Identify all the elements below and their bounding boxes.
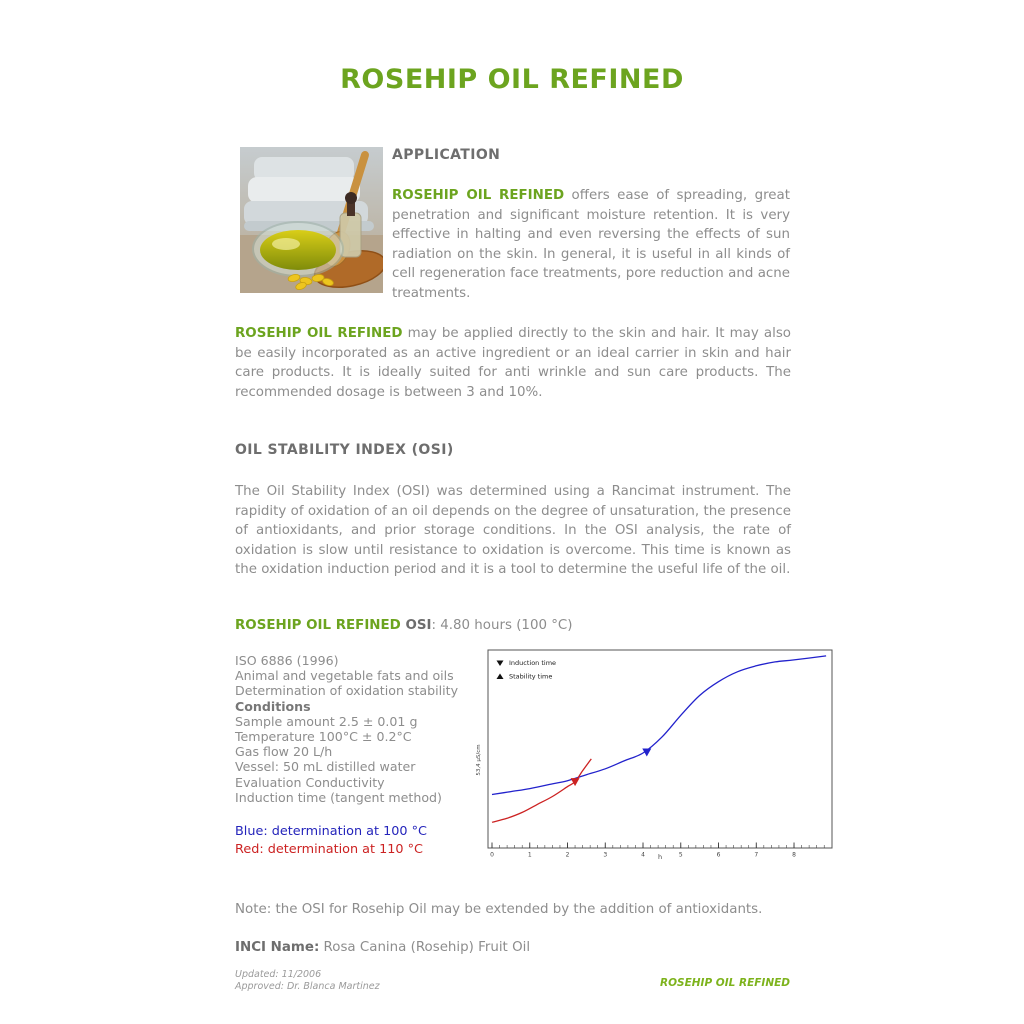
tick-label: 6 — [716, 851, 721, 859]
tick-label: 8 — [792, 851, 796, 859]
red-determination-note: Red: determination at 110 °C — [235, 842, 423, 857]
osi-result-value: : 4.80 hours (100 °C) — [431, 618, 573, 633]
osi-result-line — [235, 618, 573, 633]
tick-label: 0 — [490, 851, 494, 859]
chart-xlabel: h — [657, 853, 663, 861]
text-line: Temperature 100°C ± 0.2°C — [235, 729, 412, 745]
tick-label: 4 — [641, 851, 645, 859]
text-line: Determination of oxidation stability — [235, 683, 459, 699]
text-line: Induction time (tangent method) — [235, 789, 442, 805]
footer-updated: Updated: 11/2006 — [235, 969, 322, 980]
application-lead: ROSEHIP OIL REFINED — [392, 188, 565, 203]
oil-bowl — [253, 222, 343, 276]
inci-line — [235, 940, 530, 955]
application-paragraph — [392, 186, 790, 304]
osi-paragraph: The Oil Stability Index (OSI) was determined using a Rancimat instrument. The rapidity of oxidation of an oil depends on the degree of unsaturation, the presence of antioxidants, and prior storage conditions. In the OSI analysis, the rate of oxidation is slow until resistance to oxidation is overcome. This time is known as the oxidation induction period and it is a tool to determine the useful life of the oil. — [235, 484, 791, 578]
application-body: offers ease of spreading, great penetration and significant moisture retention. It is very effective in halting and even reversing the effects of sun radiation on the skin. In general, it is useful in all kinds of cell regeneration face treatments, pore reduction and acne treatments. — [392, 188, 790, 301]
osi-result-label: OSI — [400, 618, 432, 633]
conditions-heading: Conditions — [235, 698, 311, 714]
blue-determination-note: Blue: determination at 100 °C — [235, 824, 427, 839]
text-line: Gas flow 20 L/h — [235, 744, 333, 760]
tick-label: 5 — [678, 851, 683, 859]
osi-chart — [472, 646, 836, 862]
method-lines — [235, 653, 458, 699]
product-photo — [240, 147, 383, 293]
tick-label: 7 — [754, 851, 759, 859]
chart-ylabel: 53,4 µS/cm — [476, 744, 482, 776]
text-line: Sample amount 2.5 ± 0.01 g — [235, 713, 418, 729]
tick-label: 1 — [527, 851, 532, 859]
text-line: ISO 6886 (1996) — [235, 653, 339, 668]
usage-lead: ROSEHIP OIL REFINED — [235, 326, 403, 341]
text-line: Animal and vegetable fats and oils — [235, 668, 454, 684]
footer-brand: ROSEHIP OIL REFINED — [660, 977, 790, 989]
osi-result-lead: ROSEHIP OIL REFINED — [235, 618, 401, 633]
osi-heading: OIL STABILITY INDEX (OSI) — [235, 442, 454, 458]
application-heading: APPLICATION — [392, 147, 501, 163]
footer-approved: Approved: Dr. Blanca Martinez — [235, 980, 380, 992]
page-title: ROSEHIP OIL REFINED — [340, 64, 684, 95]
legend-label: Induction time — [509, 659, 557, 667]
inci-label: INCI Name: — [235, 940, 320, 955]
inci-value: Rosa Canina (Rosehip) Fruit Oil — [319, 940, 531, 955]
conditions-lines — [235, 714, 458, 805]
legend-label: Stability time — [509, 672, 553, 681]
usage-paragraph — [235, 324, 791, 402]
method-block — [235, 653, 458, 805]
tick-label: 2 — [565, 851, 570, 859]
text-line: Evaluation Conductivity — [235, 774, 385, 790]
text-line: Vessel: 50 mL distilled water — [235, 759, 416, 775]
antioxidant-note: Note: the OSI for Rosehip Oil may be extended by the addition of antioxidants. — [235, 902, 763, 917]
tick-label: 3 — [603, 851, 608, 859]
usage-body: may be applied directly to the skin and hair. It may also be easily incorporated as an active ingredient or an ideal carrier in skin and hair care products. It is ideally suited for anti wrinkle and sun care products. The recommended dosage is between 3 and 10%. — [235, 326, 791, 400]
